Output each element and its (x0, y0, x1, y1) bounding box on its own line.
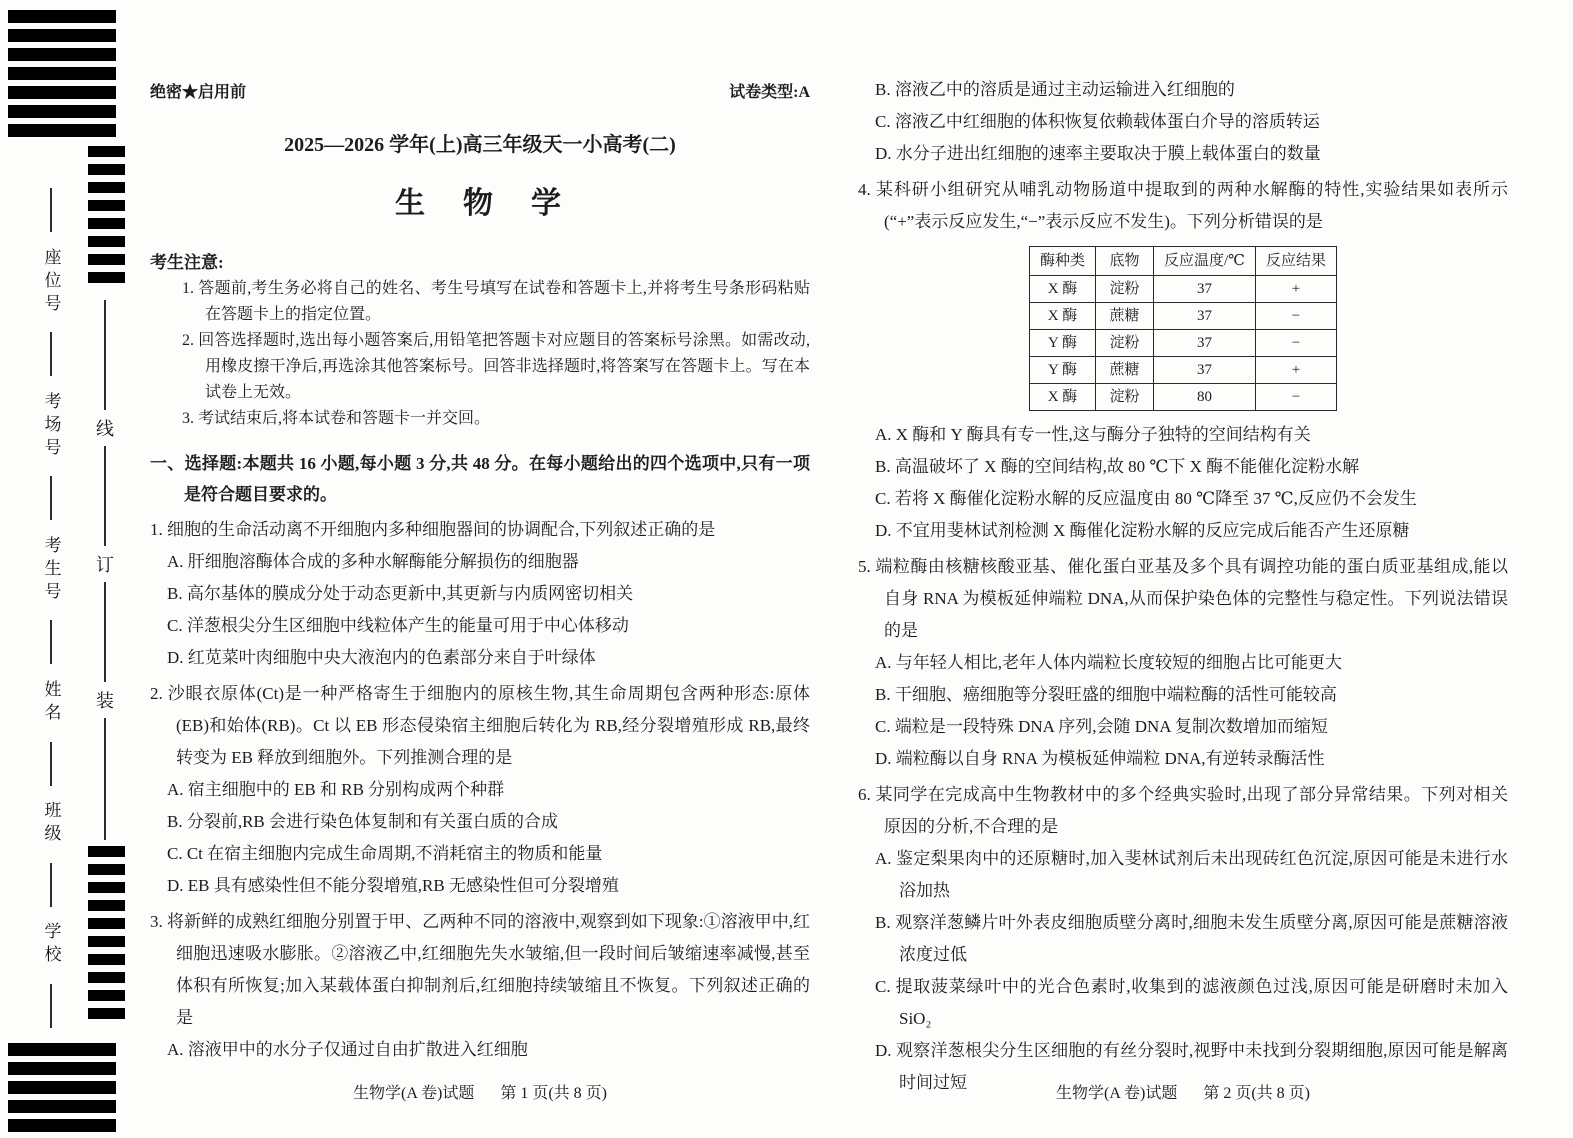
registration-bar (88, 236, 125, 247)
table-cell: − (1255, 384, 1336, 411)
table-cell: 37 (1154, 357, 1256, 384)
write-in-line (50, 863, 52, 907)
name-label: 姓名 (41, 680, 61, 727)
table-header-row (1030, 247, 1337, 276)
table-cell: 80 (1154, 384, 1256, 411)
registration-bar (88, 990, 125, 1001)
table-row (1030, 384, 1337, 411)
question-6-options (858, 843, 1508, 1099)
option-line: A. 宿主细胞中的 EB 和 RB 分别构成两个种群 (167, 780, 505, 799)
seat-number-label: 座位号 (41, 247, 61, 317)
registration-bar (8, 86, 116, 99)
section-heading: 一、选择题:本题共 16 小题,每小题 3 分,共 48 分。在每小题给出的四个选项中,只有一项是符合题目要求的。 (150, 454, 810, 504)
exam-title: 2025—2026 学年(上)高三年级天一小高考(二) (284, 134, 676, 156)
question-1-options (150, 546, 810, 674)
question-2-options (150, 774, 810, 902)
table-header-cell: 反应结果 (1255, 247, 1336, 276)
school-label: 学校 (41, 922, 61, 969)
option-line: A. 与年轻人相比,老年人体内端粒长度较短的细胞占比可能更大 (875, 653, 1343, 672)
option-line: B. 溶液乙中的溶质是通过主动运输进入红细胞的 (875, 80, 1235, 99)
registration-bar (88, 200, 125, 211)
registration-bar (8, 105, 116, 118)
notice-list (150, 276, 810, 432)
table-cell: − (1255, 330, 1336, 357)
notice-item: 2. 回答选择题时,选出每小题答案后,用铅笔把答题卡对应题目的答案标号涂黑。如需改动,用橡皮擦干净后,再选涂其他答案标号。回答非选择题时,将答案写在答题卡上。写在本试卷上无效。 (182, 332, 810, 401)
option-line: A. 肝细胞溶酶体合成的多种水解酶能分解损伤的细胞器 (167, 552, 579, 571)
table-cell: 37 (1154, 303, 1256, 330)
table-cell: X 酶 (1030, 303, 1096, 330)
table-cell: 蔗糖 (1096, 357, 1154, 384)
write-in-line (50, 620, 52, 664)
table-cell: Y 酶 (1030, 330, 1096, 357)
registration-bar (88, 972, 125, 983)
question-3 (150, 906, 810, 1066)
question-5-stem: 5. 端粒酶由核糖核酸亚基、催化蛋白亚基及多个具有调控功能的蛋白质亚基组成,能以自身 RNA 为模板延伸端粒 DNA,从而保护染色体的完整性与稳定性。下列说法错误的是 (858, 557, 1508, 640)
registration-bar (88, 954, 125, 965)
page-2 (858, 0, 1508, 1138)
enzyme-table-container (858, 246, 1508, 411)
option-line: B. 高尔基体的膜成分处于动态更新中,其更新与内质网密切相关 (167, 584, 634, 603)
option-line: C. 溶液乙中红细胞的体积恢复依赖载体蛋白介导的溶质转运 (875, 112, 1320, 131)
question-4-options (858, 419, 1508, 547)
registration-bar (88, 936, 125, 947)
option-line: D. 观察洋葱根尖分生区细胞的有丝分裂时,视野中未找到分裂期细胞,原因可能是解离时间过短 (875, 1041, 1508, 1092)
write-in-line (50, 332, 52, 376)
question-1 (150, 514, 810, 674)
registration-marks-lower-mid (88, 846, 125, 1026)
question-5 (858, 551, 1508, 775)
write-in-line (50, 476, 52, 520)
option-line: B. 观察洋葱鳞片叶外表皮细胞质壁分离时,细胞未发生质壁分离,原因可能是蔗糖溶液浓度过低 (875, 913, 1508, 964)
table-header-cell: 反应温度/℃ (1154, 247, 1256, 276)
option-line: D. 不宜用斐林试剂检测 X 酶催化淀粉水解的反应完成后能否产生还原糖 (875, 521, 1410, 540)
option-line: B. 干细胞、癌细胞等分裂旺盛的细胞中端粒酶的活性可能较高 (875, 685, 1337, 704)
question-3-options (150, 1034, 810, 1066)
question-1-stem: 1. 细胞的生命活动离不开细胞内多种细胞器间的协调配合,下列叙述正确的是 (150, 520, 716, 539)
table-cell: − (1255, 303, 1336, 330)
binding-char-bind: 装 (96, 682, 114, 718)
page1-footer (150, 1082, 810, 1106)
question-3-options-continued (858, 74, 1508, 170)
question-6 (858, 779, 1508, 1099)
registration-marks-upper-mid (88, 146, 125, 290)
question-6-stem: 6. 某同学在完成高中生物教材中的多个经典实验时,出现了部分异常结果。下列对相关原因的分析,不合理的是 (858, 785, 1508, 836)
registration-bar (8, 1062, 116, 1075)
footer-page-number: 第 2 页(共 8 页) (1203, 1085, 1310, 1102)
option-line: A. X 酶和 Y 酶具有专一性,这与酶分子独特的空间结构有关 (875, 425, 1311, 444)
table-cell: 37 (1154, 276, 1256, 303)
notice-item: 1. 答题前,考生务必将自己的姓名、考生号填写在试卷和答题卡上,并将考生号条形码粘贴在答题卡上的指定位置。 (182, 280, 810, 323)
registration-bar (88, 882, 125, 893)
page1-header (150, 82, 810, 104)
registration-bar (88, 864, 125, 875)
write-in-line (50, 188, 52, 232)
registration-bar (8, 10, 116, 23)
table-cell: 37 (1154, 330, 1256, 357)
registration-bar (88, 918, 125, 929)
registration-bar (8, 1043, 116, 1056)
table-header-cell: 酶种类 (1030, 247, 1096, 276)
registration-bar (8, 67, 116, 80)
option-line: D. EB 具有感染性但不能分裂增殖,RB 无感染性但可分裂增殖 (167, 876, 619, 895)
table-cell: 淀粉 (1096, 330, 1154, 357)
option-line: C. Ct 在宿主细胞内完成生命周期,不消耗宿主的物质和能量 (167, 844, 603, 863)
binding-char-line: 线 (96, 410, 114, 446)
registration-bar (88, 900, 125, 911)
registration-bar (88, 1008, 125, 1019)
registration-bar (88, 164, 125, 175)
registration-bar (8, 1100, 116, 1113)
page2-footer (858, 1082, 1508, 1106)
question-4-stem: 4. 某科研小组研究从哺乳动物肠道中提取到的两种水解酶的特性,实验结果如表所示(“+”表示反应发生,“−”表示反应不发生)。下列分析错误的是 (858, 180, 1508, 231)
table-row (1030, 330, 1337, 357)
table-row (1030, 357, 1337, 384)
registration-marks-top-left (8, 10, 116, 143)
footer-page-number: 第 1 页(共 8 页) (500, 1085, 607, 1102)
table-row (1030, 303, 1337, 330)
option-line: D. 红苋菜叶肉细胞中央大液泡内的色素部分来自于叶绿体 (167, 648, 596, 667)
binding-text (92, 410, 118, 718)
option-line: C. 若将 X 酶催化淀粉水解的反应温度由 80 ℃降至 37 ℃,反应仍不会发生 (875, 489, 1417, 508)
option-line: C. 提取菠菜绿叶中的光合色素时,收集到的滤液颜色过浅,原因可能是研磨时未加入 SiO₂ (875, 977, 1508, 1028)
table-cell: + (1255, 357, 1336, 384)
table-cell: 淀粉 (1096, 276, 1154, 303)
option-line: B. 分裂前,RB 会进行染色体复制和有关蛋白质的合成 (167, 812, 559, 831)
table-cell: X 酶 (1030, 276, 1096, 303)
paper-type-label: 试卷类型:A (729, 84, 810, 101)
enzyme-experiment-table (1029, 246, 1337, 411)
question-2 (150, 678, 810, 902)
footer-paper-title: 生物学(A 卷)试题 (352, 1085, 475, 1102)
registration-bar (88, 272, 125, 283)
write-in-line (50, 984, 52, 1028)
exam-room-label: 考场号 (41, 391, 61, 461)
option-line: A. 溶液甲中的水分子仅通过自由扩散进入红细胞 (167, 1040, 528, 1059)
option-line: C. 洋葱根尖分生区细胞中线粒体产生的能量可用于中心体移动 (167, 616, 629, 635)
question-5-options (858, 647, 1508, 775)
binding-margin (0, 0, 145, 1138)
notice-heading: 考生注意: (150, 253, 224, 272)
registration-bar (88, 146, 125, 157)
student-info-fields (30, 188, 72, 1028)
question-2-stem: 2. 沙眼衣原体(Ct)是一种严格寄生于细胞内的原核生物,其生命周期包含两种形态:原体(EB)和始体(RB)。Ct 以 EB 形态侵染宿主细胞后转化为 RB,经分裂增殖形成 RB,最终转变为 EB 释放到细胞外。下列推测合理的是 (150, 684, 810, 767)
registration-bar (88, 182, 125, 193)
option-line: C. 端粒是一段特殊 DNA 序列,会随 DNA 复制次数增加而缩短 (875, 717, 1328, 736)
option-line: B. 高温破坏了 X 酶的空间结构,故 80 ℃下 X 酶不能催化淀粉水解 (875, 457, 1360, 476)
registration-bar (8, 1119, 116, 1132)
candidate-number-label: 考生号 (41, 535, 61, 605)
page-1 (150, 0, 810, 1102)
registration-bar (8, 48, 116, 61)
question-3-stem: 3. 将新鲜的成熟红细胞分别置于甲、乙两种不同的溶液中,观察到如下现象:①溶液甲中,红细胞迅速吸水膨胀。②溶液乙中,红细胞先失水皱缩,但一段时间后皱缩速率减慢,甚至体积有所恢复;加入某载体蛋白抑制剂后,红细胞持续皱缩且不恢复。下列叙述正确的是 (150, 912, 810, 1027)
subject-title: 生 物 学 (395, 187, 565, 220)
table-cell: 淀粉 (1096, 384, 1154, 411)
table-row (1030, 276, 1337, 303)
table-header-cell: 底物 (1096, 247, 1154, 276)
table-cell: + (1255, 276, 1336, 303)
question-4 (858, 174, 1508, 547)
option-line: A. 鉴定梨果肉中的还原糖时,加入斐林试剂后未出现砖红色沉淀,原因可能是未进行水浴加热 (875, 849, 1508, 900)
footer-paper-title: 生物学(A 卷)试题 (1055, 1085, 1178, 1102)
registration-bar (8, 1081, 116, 1094)
table-cell: 蔗糖 (1096, 303, 1154, 330)
write-in-line (50, 742, 52, 786)
binding-char-staple: 订 (96, 546, 114, 582)
table-cell: X 酶 (1030, 384, 1096, 411)
registration-bar (8, 124, 116, 137)
option-line: D. 水分子进出红细胞的速率主要取决于膜上载体蛋白的数量 (875, 144, 1321, 163)
secrecy-label: 绝密★启用前 (150, 84, 247, 101)
registration-bar (88, 846, 125, 857)
notice-item: 3. 考试结束后,将本试卷和答题卡一并交回。 (182, 410, 491, 427)
option-line: D. 端粒酶以自身 RNA 为模板延伸端粒 DNA,有逆转录酶活性 (875, 749, 1325, 768)
registration-bar (88, 254, 125, 265)
table-cell: Y 酶 (1030, 357, 1096, 384)
registration-bar (88, 218, 125, 229)
registration-marks-bottom-left (8, 1043, 116, 1138)
class-label: 班级 (41, 801, 61, 848)
registration-bar (8, 29, 116, 42)
